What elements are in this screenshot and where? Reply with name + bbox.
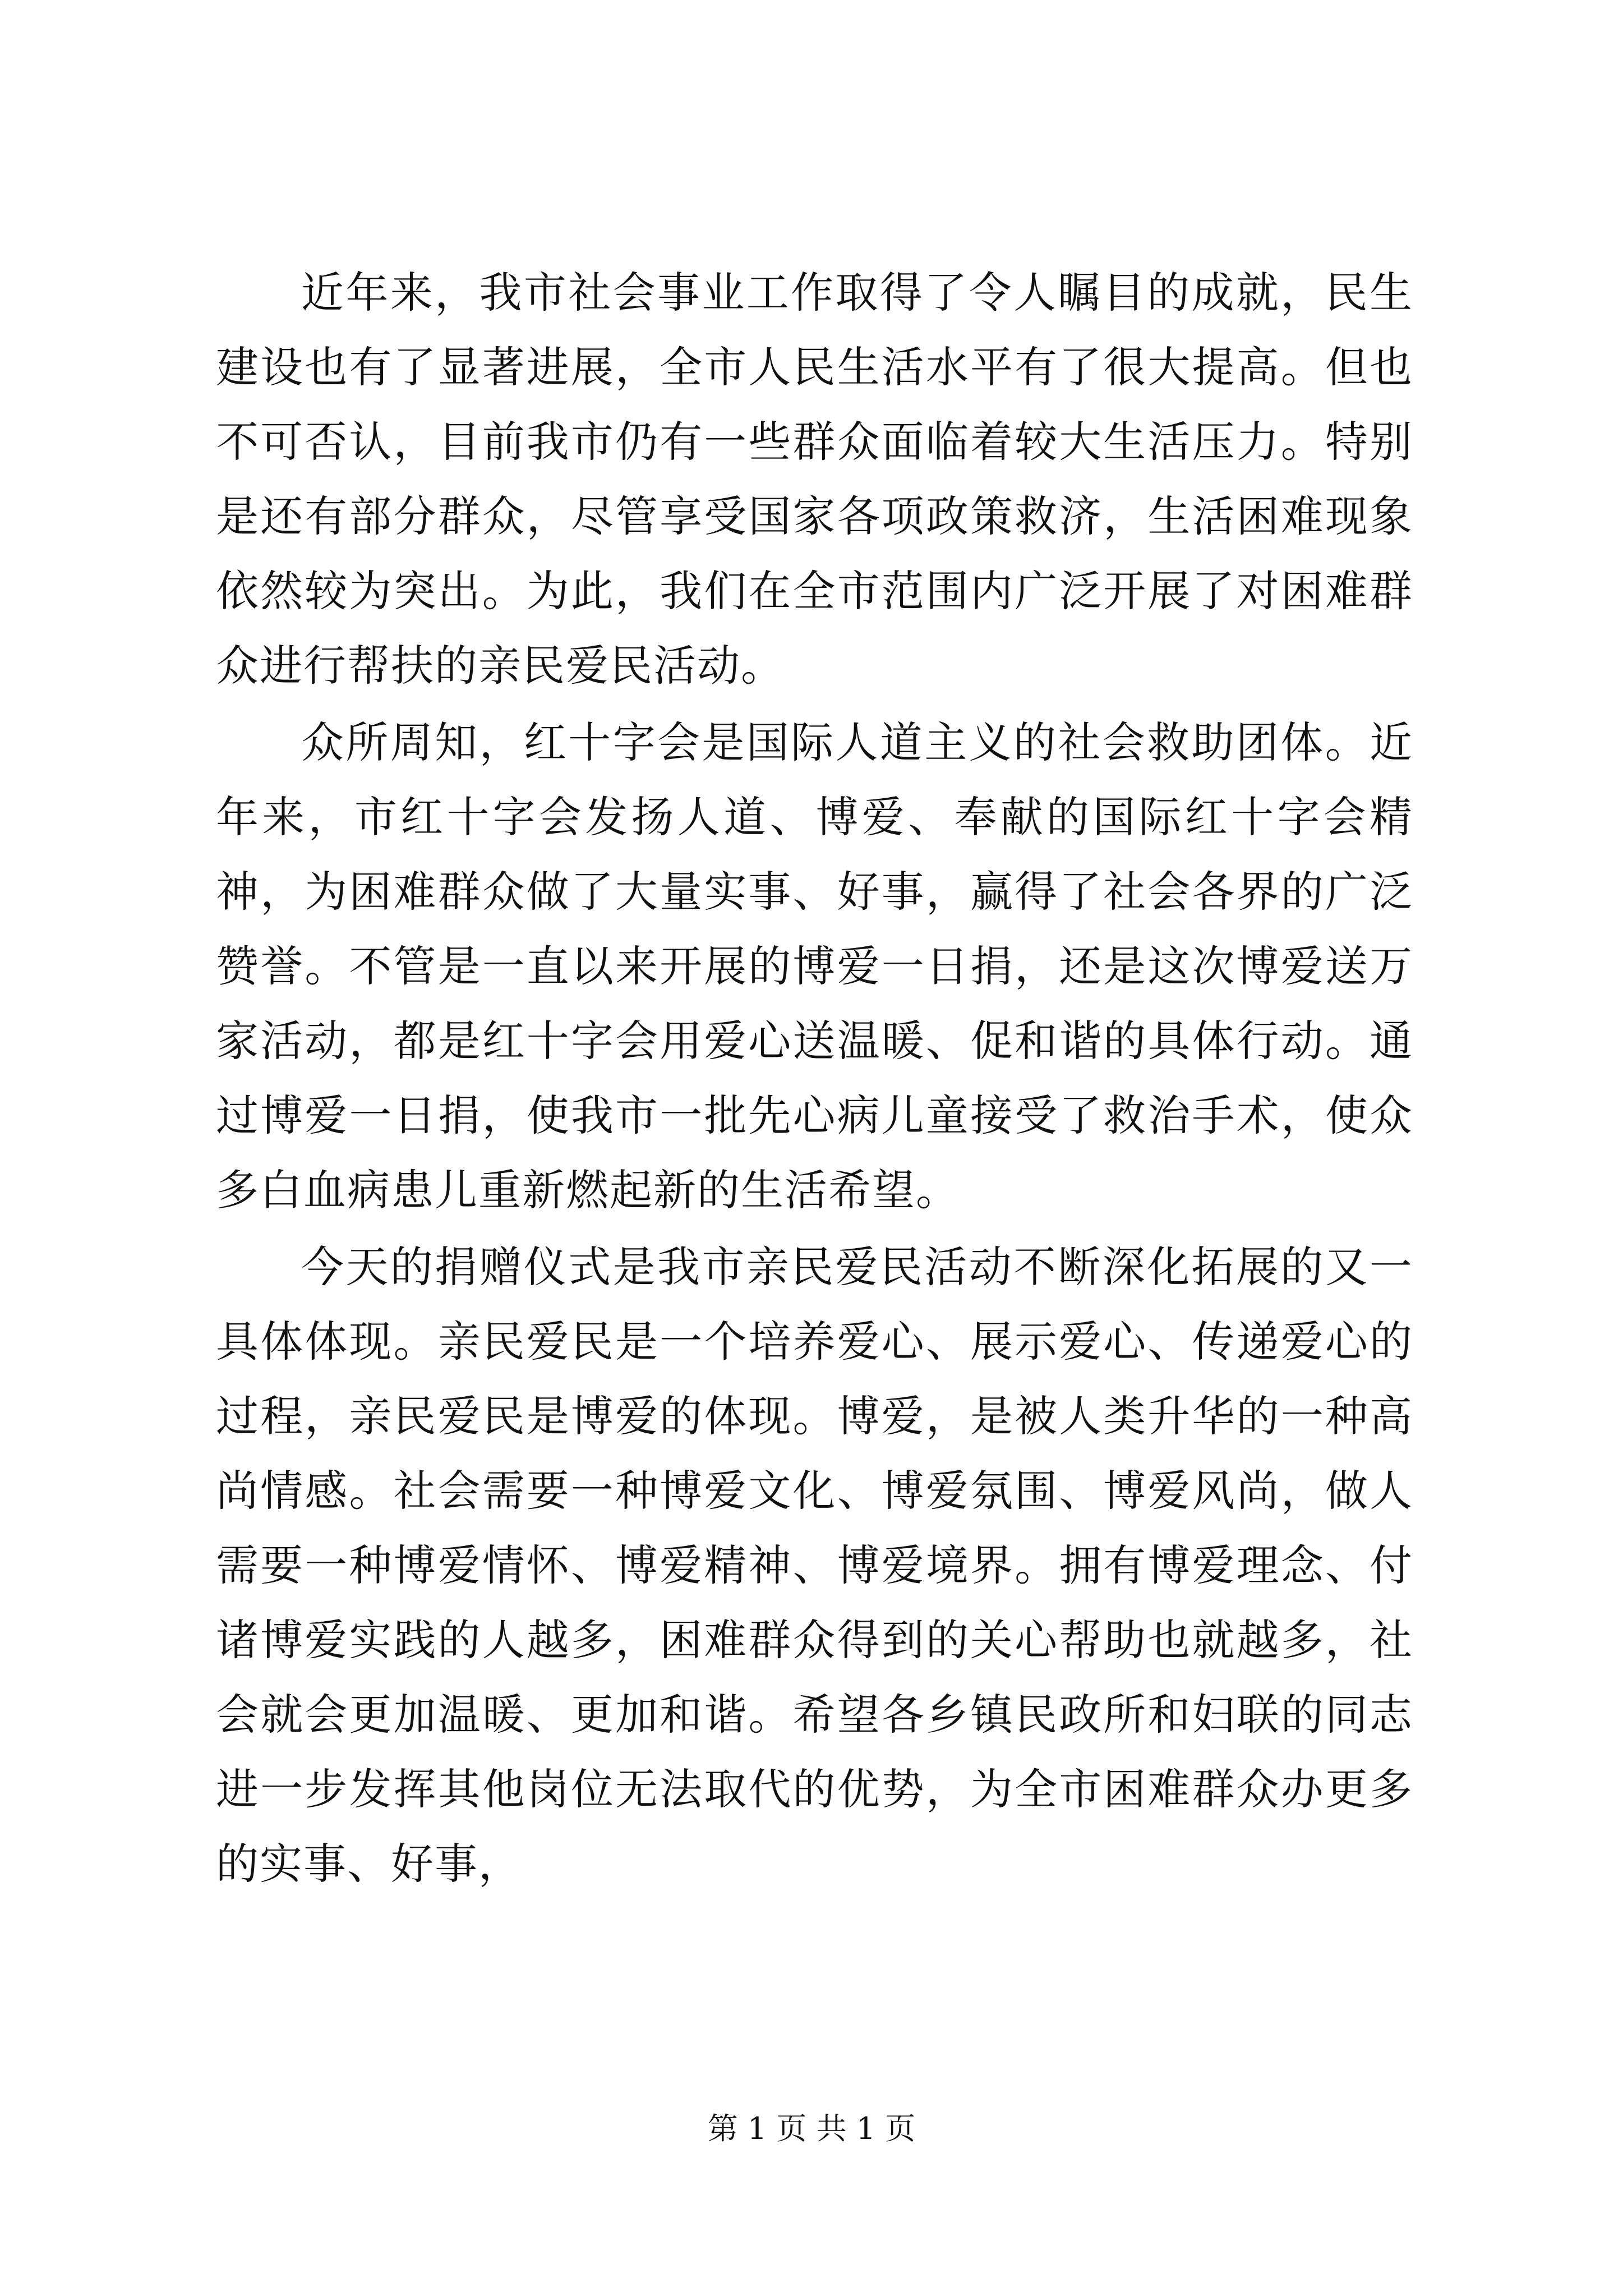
paragraph-1: 近年来，我市社会事业工作取得了令人瞩目的成就，民生建设也有了显著进展，全市人民生活水平有了很大提高。但也不可否认，目前我市仍有一些群众面临着较大生活压力。特别是还有部分群众，尽管享受国家各项政策救济，生活困难现象依然较为突出。为此，我们在全市范围内广泛开展了对困难群众进行帮扶的亲民爱民活动。: [216, 268, 1413, 691]
paragraph-2: 众所周知，红十字会是国际人道主义的社会救助团体。近年来，市红十字会发扬人道、博爱、奉献的国际红十字会精神，为困难群众做了大量实事、好事，赢得了社会各界的广泛赞誉。不管是一直以来开展的博爱一日捐，还是这次博爱送万家活动，都是红十字会用爱心送温暖、促和谐的具体行动。通过博爱一日捐，使我市一批先心病儿童接受了救治手术，使众多白血病患儿重新燃起新的生活希望。: [216, 717, 1413, 1215]
document-body: [216, 255, 1413, 1903]
page-footer: 第 1 页 共 1 页: [707, 2111, 916, 2146]
paragraph-3: 今天的捐赠仪式是我市亲民爱民活动不断深化拓展的又一具体体现。亲民爱民是一个培养爱心、展示爱心、传递爱心的过程，亲民爱民是博爱的体现。博爱，是被人类升华的一种高尚情感。社会需要一种博爱文化、博爱氛围、博爱风尚，做人需要一种博爱情怀、博爱精神、博爱境界。拥有博爱理念、付诸博爱实践的人越多，困难群众得到的关心帮助也就越多，社会就会更加温暖、更加和谐。希望各乡镇民政所和妇联的同志进一步发挥其他岗位无法取代的优势，为全市困难群众办更多的实事、好事，: [216, 1242, 1413, 1889]
